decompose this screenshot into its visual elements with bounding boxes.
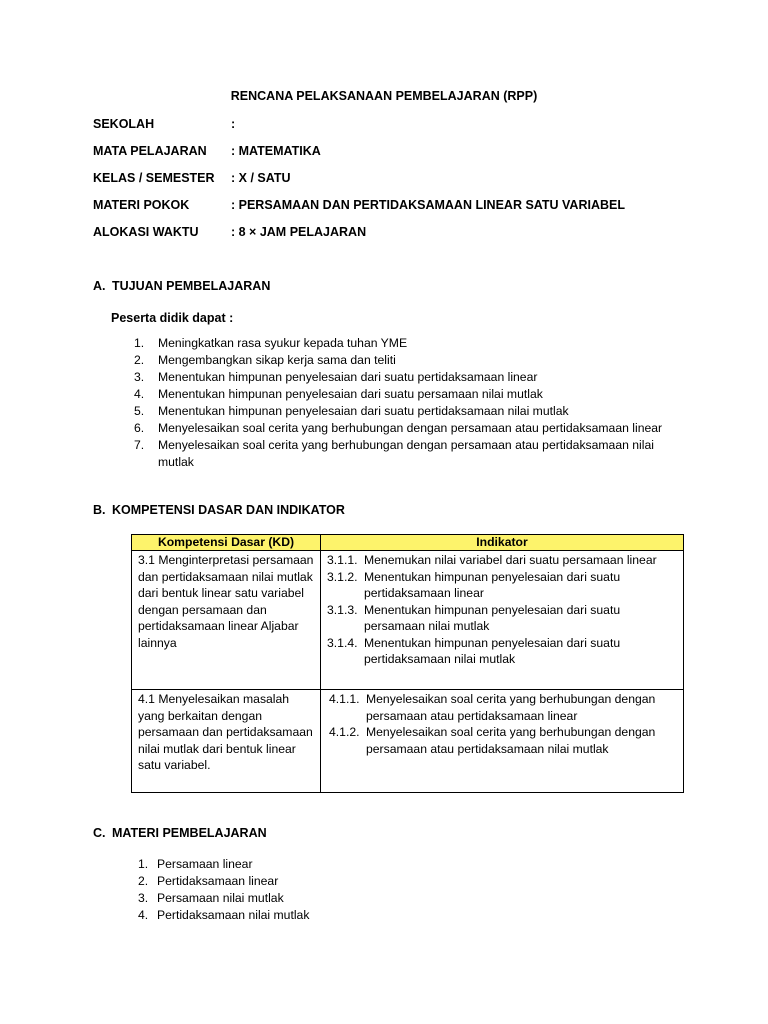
section-b-heading — [93, 503, 345, 517]
indicator-text: Menyelesaikan soal cerita yang berhubungan dengan persamaan atau pertidaksamaan linear — [366, 692, 656, 723]
indicator-item — [329, 724, 679, 757]
section-title: MATERI PEMBELAJARAN — [112, 826, 267, 840]
indicator-item — [327, 635, 679, 668]
list-number: 5. — [134, 404, 145, 418]
indicator-number: 3.1.4. — [327, 635, 358, 650]
list-item — [134, 352, 674, 369]
info-row-mata-pelajaran — [93, 144, 321, 158]
list-item — [138, 873, 538, 890]
list-item — [138, 856, 538, 873]
list-text: Pertidaksamaan nilai mutlak — [157, 908, 310, 922]
list-number: 4. — [134, 387, 145, 401]
info-value: : PERSAMAAN DAN PERTIDAKSAMAAN LINEAR SATU VARIABEL — [231, 198, 625, 212]
section-letter: B. — [93, 503, 106, 517]
info-row-sekolah — [93, 117, 235, 131]
list-item — [138, 890, 538, 907]
list-text: Menyelesaikan soal cerita yang berhubungan dengan persamaan atau pertidaksamaan nilai mutlak — [158, 438, 654, 469]
info-row-alokasi-waktu — [93, 225, 366, 239]
info-label: ALOKASI WAKTU — [93, 225, 199, 239]
list-text: Menentukan himpunan penyelesaian dari suatu pertidaksamaan nilai mutlak — [158, 404, 569, 418]
section-title: KOMPETENSI DASAR DAN INDIKATOR — [112, 503, 345, 517]
list-number: 1. — [138, 857, 149, 871]
list-item — [134, 335, 674, 352]
info-row-kelas-semester — [93, 171, 291, 185]
materi-list — [138, 856, 538, 924]
section-letter: C. — [93, 826, 106, 840]
indicator-text: Menentukan himpunan penyelesaian dari suatu persamaan nilai mutlak — [364, 602, 621, 633]
list-text: Meningkatkan rasa syukur kepada tuhan YME — [158, 336, 408, 350]
indicator-number: 4.1.1. — [329, 692, 360, 706]
indicator-cell — [321, 690, 684, 793]
list-number: 2. — [138, 874, 149, 888]
indicator-text: Menentukan himpunan penyelesaian dari suatu pertidaksamaan nilai mutlak — [364, 635, 621, 666]
list-item — [138, 907, 538, 924]
list-text: Persamaan linear — [157, 857, 253, 871]
indicator-item — [329, 691, 679, 724]
kd-cell: 4.1 Menyelesaikan masalah yang berkaitan dengan persamaan dan pertidaksamaan nilai mutlak dari bentuk linear satu variabel. — [132, 690, 321, 793]
document-title: RENCANA PELAKSANAAN PEMBELAJARAN (RPP) — [230, 89, 538, 103]
list-text: Menentukan himpunan penyelesaian dari suatu pertidaksamaan linear — [158, 370, 538, 384]
list-item — [134, 437, 674, 471]
info-label: MATA PELAJARAN — [93, 144, 207, 158]
info-label: SEKOLAH — [93, 117, 155, 131]
list-number: 6. — [134, 421, 145, 435]
kd-cell: 3.1 Menginterpretasi persamaan dan pertidaksamaan nilai mutlak dari bentuk linear satu variabel dengan persamaan dan pertidaksamaan linear Aljabar lainnya — [132, 551, 321, 690]
indicator-number: 3.1.2. — [327, 569, 358, 584]
section-a-lead: Peserta didik dapat : — [111, 311, 234, 325]
list-text: Pertidaksamaan linear — [157, 874, 279, 888]
section-c-heading — [93, 826, 267, 840]
indicator-text: Menentukan himpunan penyelesaian dari suatu pertidaksamaan linear — [364, 569, 621, 600]
info-value: : MATEMATIKA — [231, 144, 321, 158]
column-header-kd: Kompetensi Dasar (KD) — [132, 535, 321, 551]
indicator-number: 4.1.2. — [329, 725, 360, 739]
section-letter: A. — [93, 279, 106, 293]
list-text: Menyelesaikan soal cerita yang berhubungan dengan persamaan atau pertidaksamaan linear — [158, 421, 663, 435]
list-number: 3. — [134, 370, 145, 384]
info-value: : 8 × JAM PELAJARAN — [231, 225, 367, 239]
section-a-heading — [93, 279, 270, 293]
column-header-indikator: Indikator — [321, 535, 684, 551]
list-number: 2. — [134, 353, 145, 367]
list-number: 1. — [134, 336, 145, 350]
info-label: MATERI POKOK — [93, 198, 190, 212]
indicator-text: Menemukan nilai variabel dari suatu persamaan linear — [364, 553, 657, 567]
table-row — [132, 551, 684, 690]
list-item — [134, 386, 674, 403]
indicator-number: 3.1.3. — [327, 602, 358, 617]
indicator-cell — [321, 551, 684, 690]
list-text: Mengembangkan sikap kerja sama dan teliti — [158, 353, 396, 367]
indicator-item — [327, 569, 679, 602]
list-number: 4. — [138, 908, 149, 922]
table-header-row — [132, 535, 684, 551]
list-item — [134, 403, 674, 420]
list-text: Menentukan himpunan penyelesaian dari suatu persamaan nilai mutlak — [158, 387, 543, 401]
info-row-materi-pokok — [93, 198, 625, 212]
list-item — [134, 369, 674, 386]
info-value: : X / SATU — [231, 171, 291, 185]
list-number: 7. — [134, 438, 145, 452]
indicator-number: 3.1.1. — [327, 553, 358, 567]
list-text: Persamaan nilai mutlak — [157, 891, 284, 905]
indicator-item — [327, 602, 679, 635]
info-label: KELAS / SEMESTER — [93, 171, 215, 185]
table-row — [132, 690, 684, 793]
list-number: 3. — [138, 891, 149, 905]
kd-indikator-table — [131, 534, 684, 793]
list-item — [134, 420, 674, 437]
tujuan-list — [134, 335, 674, 471]
section-title: TUJUAN PEMBELAJARAN — [112, 279, 271, 293]
indicator-text: Menyelesaikan soal cerita yang berhubungan dengan persamaan atau pertidaksamaan nilai mutlak — [366, 725, 656, 756]
indicator-item — [327, 552, 679, 569]
info-value: : — [231, 117, 236, 131]
